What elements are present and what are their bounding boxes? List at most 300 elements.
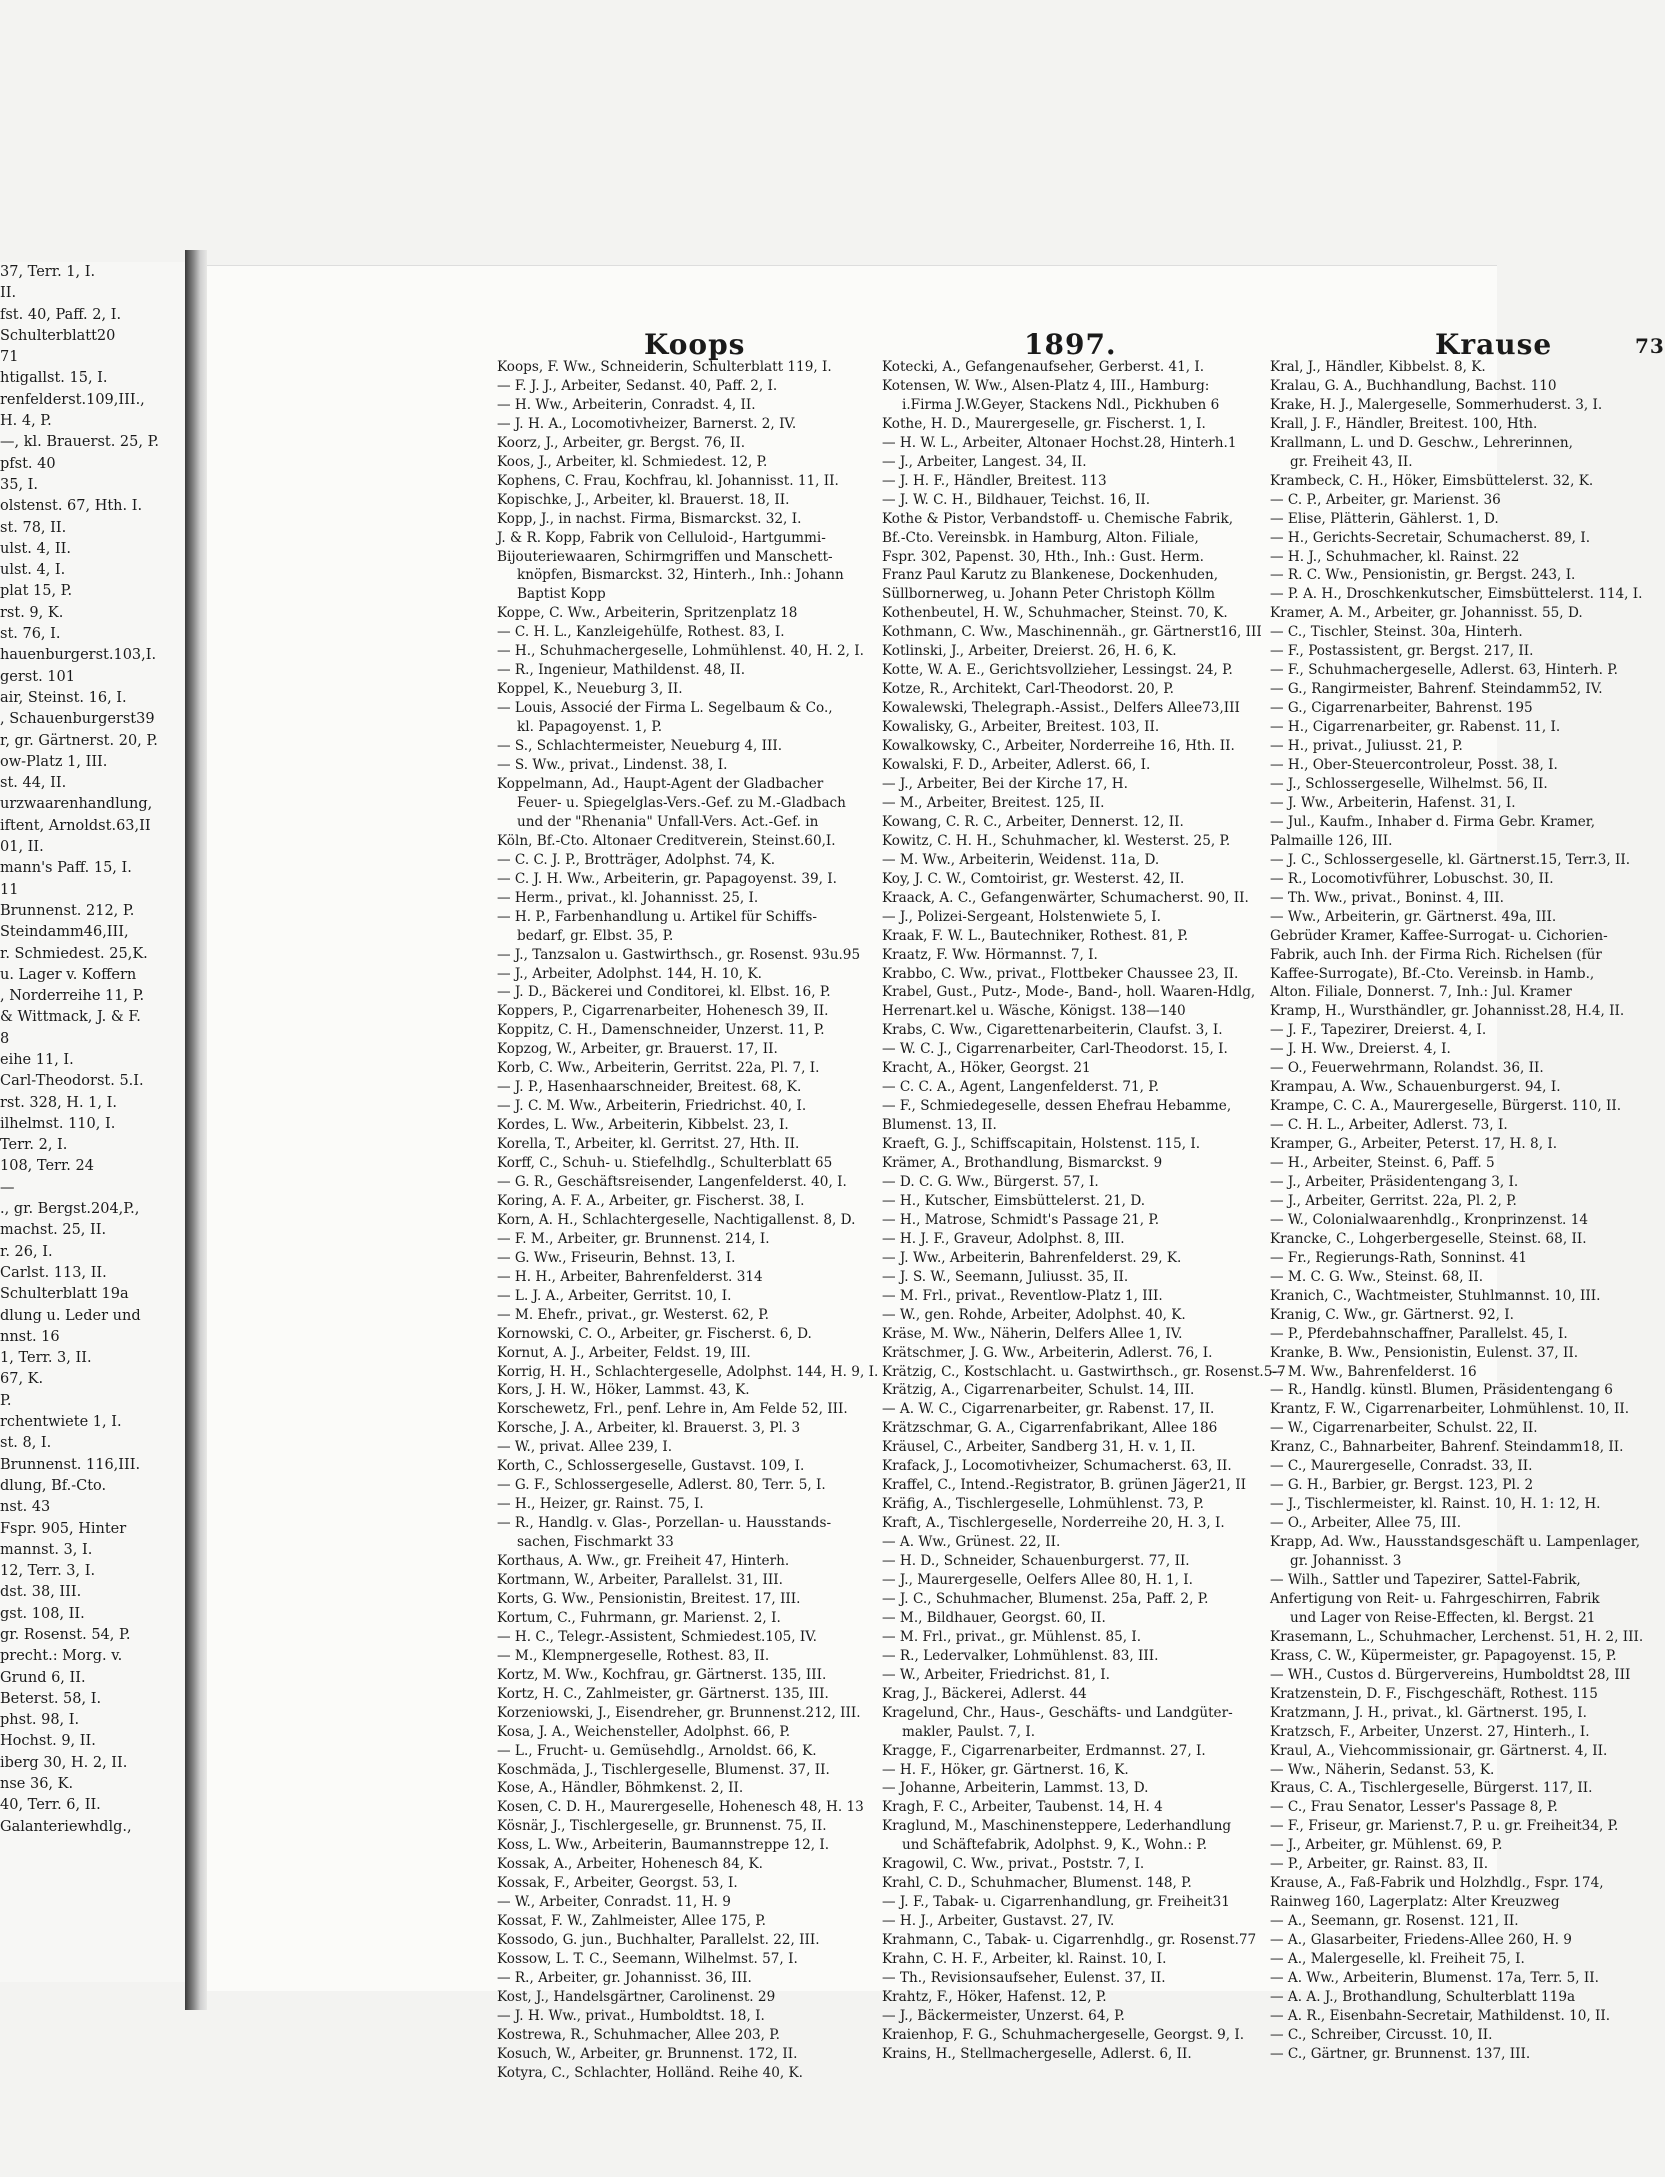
left-page-line: pfst. 40	[0, 455, 56, 472]
directory-entry-line: — M. Frl., privat., Reventlow-Platz 1, III.	[882, 1287, 1163, 1304]
directory-entry-line: Kossow, L. T. C., Seemann, Wilhelmst. 57, I.	[497, 1951, 798, 1968]
left-page-line: Terr. 2, I.	[0, 1137, 68, 1154]
directory-entry-line: — H., Heizer, gr. Rainst. 75, I.	[497, 1496, 704, 1513]
directory-entry-line: Korrig, H. H., Schlachtergeselle, Adolphst. 144, H. 9, I.	[497, 1363, 879, 1380]
directory-entry-line: — J. F., Tabak- u. Cigarrenhandlung, gr. Freiheit31	[882, 1894, 1230, 1911]
left-page-line: Steindamm46,III,	[0, 924, 129, 941]
left-page-line: r. 26, I.	[0, 1243, 53, 1260]
left-page-line: ulst. 4, II.	[0, 540, 71, 557]
directory-entry-line: Krall, J. F., Händler, Breitest. 100, Hth.	[1270, 415, 1538, 432]
directory-entry-line: Kragelund, Chr., Haus-, Geschäfts- und Landgüter-	[882, 1704, 1233, 1721]
left-page-line: renfelderst.109,III.,	[0, 391, 145, 408]
directory-entry-line: Kothmann, C. Ww., Maschinennäh., gr. Gärtnerst16, III	[882, 624, 1262, 641]
directory-entry-line: — H., Gerichts-Secretair, Schumacherst. 89, I.	[1270, 529, 1591, 546]
left-page-line: dst. 38, III.	[0, 1584, 82, 1601]
directory-entry-line: Kosen, C. D. H., Maurergeselle, Hohenesch 48, H. 13	[497, 1799, 864, 1816]
directory-entry-line: Kramer, A. M., Arbeiter, gr. Johannisst. 55, D.	[1270, 605, 1583, 622]
column-2	[882, 358, 1286, 2064]
directory-entry-line: — Ww., Arbeiterin, gr. Gärtnerst. 49a, III.	[1270, 908, 1557, 925]
directory-entry-line: — H., Cigarrenarbeiter, gr. Rabenst. 11, I.	[1270, 719, 1561, 736]
directory-entry-line: Kowang, C. R. C., Arbeiter, Dennerst. 12, II.	[882, 813, 1184, 830]
directory-entry-line: — H. J., Schuhmacher, kl. Rainst. 22	[1270, 548, 1520, 565]
directory-entry-line: Kralau, G. A., Buchhandlung, Bachst. 110	[1270, 377, 1557, 394]
directory-entry-line: Fabrik, auch Inh. der Firma Rich. Richelsen (für	[1270, 946, 1602, 963]
directory-entry-line: kl. Papagoyenst. 1, P.	[517, 719, 663, 736]
left-page-line: 67, K.	[0, 1371, 44, 1388]
directory-entry-line: Kophens, C. Frau, Kochfrau, kl. Johannisst. 11, II.	[497, 472, 839, 489]
directory-entry-line: Alton. Filiale, Donnerst. 7, Inh.: Jul. Kramer	[1270, 984, 1572, 1001]
left-page-line: u. Lager v. Koffern	[0, 966, 137, 983]
directory-entry-line: bedarf, gr. Elbst. 35, P.	[517, 927, 674, 944]
directory-entry-line: — C. P., Arbeiter, gr. Marienst. 36	[1270, 491, 1501, 508]
running-head-last-entry: Krause	[1435, 328, 1553, 361]
directory-entry-line: Kors, J. H. W., Höker, Lammst. 43, K.	[497, 1382, 750, 1399]
directory-entry-line: Kotze, R., Architekt, Carl-Theodorst. 20, P.	[882, 681, 1174, 698]
directory-entry-line: Kraack, A. C., Gefangenwärter, Schumacherst. 90, II.	[882, 889, 1249, 906]
directory-entry-line: Fspr. 302, Papenst. 30, Hth., Inh.: Gust. Herm.	[882, 548, 1204, 565]
directory-entry-line: — J. S. W., Seemann, Juliusst. 35, II.	[882, 1268, 1129, 1285]
left-page-line: 35, I.	[0, 476, 39, 493]
directory-entry-line: Krätzig, A., Cigarrenarbeiter, Schulst. 14, III.	[882, 1382, 1195, 1399]
directory-entry-line: — J. H. A., Locomotivheizer, Barnerst. 2, IV.	[497, 415, 797, 432]
directory-entry-line: — G. Ww., Friseurin, Behnst. 13, I.	[497, 1249, 736, 1266]
book-gutter	[185, 250, 207, 2010]
directory-entry-line: — H. D., Schneider, Schauenburgerst. 77, II.	[882, 1553, 1190, 1570]
directory-entry-line: Krätzschmar, G. A., Cigarrenfabrikant, Allee 186	[882, 1420, 1218, 1437]
directory-entry-line: Koschmäda, J., Tischlergeselle, Blumenst. 37, II.	[497, 1761, 830, 1778]
directory-entry-line: — W., privat. Allee 239, I.	[497, 1439, 673, 1456]
directory-entry-line: Krabel, Gust., Putz-, Mode-, Band-, holl. Waaren-Hdlg,	[882, 984, 1256, 1001]
left-page-line: gerst. 101	[0, 668, 75, 685]
directory-entry-line: — J., Bäckermeister, Unzerst. 64, P.	[882, 2007, 1125, 2024]
directory-entry-line: Kossak, A., Arbeiter, Hohenesch 84, K.	[497, 1856, 763, 1873]
directory-entry-line: — C. C. A., Agent, Langenfelderst. 71, P.	[882, 1079, 1160, 1096]
left-page-line: iftent, Arnoldst.63,II	[0, 817, 151, 834]
directory-entry-line: Krause, A., Faß-Fabrik und Holzhdlg., Fspr. 174,	[1270, 1875, 1604, 1892]
left-page-line: gst. 108, II.	[0, 1605, 85, 1622]
directory-entry-line: Kowitz, C. H. H., Schuhmacher, kl. Westerst. 25, P.	[882, 832, 1231, 849]
directory-entry-line: knöpfen, Bismarckst. 32, Hinterh., Inh.: Johann	[517, 567, 844, 584]
directory-entry-line: — H., Arbeiter, Steinst. 6, Paff. 5	[1270, 1155, 1495, 1172]
directory-entry-line: Kothe & Pistor, Verbandstoff- u. Chemische Fabrik,	[882, 510, 1234, 527]
directory-entry-line: — Wilh., Sattler und Tapezirer, Sattel-Fabrik,	[1270, 1572, 1581, 1588]
directory-entry-line: — F. M., Arbeiter, gr. Brunnenst. 214, I.	[497, 1230, 770, 1247]
directory-entry-line: Kratzenstein, D. F., Fischgeschäft, Rothest. 115	[1270, 1685, 1598, 1702]
directory-entry-line: — C. C. J. P., Brotträger, Adolphst. 74, K.	[497, 851, 776, 868]
left-page-line: 1, Terr. 3, II.	[0, 1350, 92, 1367]
directory-entry-line: — W. C. J., Cigarrenarbeiter, Carl-Theodorst. 15, I.	[882, 1041, 1228, 1058]
directory-entry-line: Krallmann, L. und D. Geschw., Lehrerinnen,	[1270, 434, 1573, 451]
directory-entry-line: Kracht, A., Höker, Georgst. 21	[882, 1060, 1091, 1077]
directory-entry-line: — C., Tischler, Steinst. 30a, Hinterh.	[1270, 624, 1523, 641]
directory-entry-line: Krahn, C. H. F., Arbeiter, kl. Rainst. 10, I.	[882, 1951, 1167, 1968]
left-page-line: dlung, Bf.-Cto.	[0, 1477, 107, 1494]
directory-entry-line: — C., Frau Senator, Lesser's Passage 8, P.	[1270, 1799, 1558, 1816]
left-page-line: Carlst. 113, II.	[0, 1264, 107, 1281]
column-3	[1270, 358, 1655, 2064]
directory-entry-line: Kotte, W. A. E., Gerichtsvollzieher, Lessingst. 24, P.	[882, 662, 1233, 679]
left-page-line: , Norderreihe 11, P.	[0, 988, 145, 1005]
directory-entry-line: — G., Rangirmeister, Bahrenf. Steindamm52, IV.	[1270, 681, 1603, 698]
directory-entry-line: — J. H. Ww., privat., Humboldtst. 18, I.	[497, 2007, 765, 2024]
directory-entry-line: — R., Ingenieur, Mathildenst. 48, II.	[497, 662, 746, 679]
left-page-line: Beterst. 58, I.	[0, 1690, 102, 1707]
left-page-line: ow-Platz 1, III.	[0, 753, 108, 770]
directory-entry-line: — C. H. L., Kanzleigehülfe, Rothest. 83, I.	[497, 624, 785, 641]
directory-entry-line: Kraus, C. A., Tischlergeselle, Bürgerst. 117, II.	[1270, 1780, 1593, 1797]
directory-entry-line: Koops, F. Ww., Schneiderin, Schulterblatt 119, I.	[497, 359, 832, 375]
left-page-line: dlung u. Leder und	[0, 1307, 141, 1324]
directory-entry-line: Krampe, C. C. A., Maurergeselle, Bürgerst. 110, II.	[1270, 1098, 1622, 1115]
directory-entry-line: Kowalewski, Thelegraph.-Assist., Delfers Allee73,III	[882, 700, 1240, 717]
directory-entry-line: — H. H., Arbeiter, Bahrenfelderst. 314	[497, 1268, 763, 1285]
left-page-line: olstenst. 67, Hth. I.	[0, 498, 143, 515]
directory-entry-line: sachen, Fischmarkt 33	[517, 1534, 674, 1551]
directory-entry-line: Kranke, B. Ww., Pensionistin, Eulenst. 37, II.	[1270, 1344, 1579, 1361]
left-page-line: plat 15, P.	[0, 583, 73, 600]
directory-entry-line: Kossodo, G. jun., Buchhalter, Parallelst. 22, III.	[497, 1932, 820, 1949]
directory-entry-line: Kräusel, C., Arbeiter, Sandberg 31, H. v. 1, II.	[882, 1439, 1196, 1456]
left-page-line: Brunnenst. 116,III.	[0, 1456, 141, 1473]
directory-entry-line: — W., Arbeiter, Conradst. 11, H. 9	[497, 1894, 731, 1911]
directory-entry-line: und Lager von Reise-Effecten, kl. Bergst. 21	[1290, 1609, 1596, 1626]
directory-entry-line: Korff, C., Schuh- u. Stiefelhdlg., Schulterblatt 65	[497, 1155, 833, 1172]
left-page-line: Galanteriewhdlg.,	[0, 1818, 132, 1835]
directory-entry-line: Krätschmer, J. G. Ww., Arbeiterin, Adlerst. 76, I.	[882, 1344, 1213, 1361]
directory-entry-line: — Elise, Plätterin, Gählerst. 1, D.	[1270, 510, 1499, 527]
directory-entry-line: — Fr., Regierungs-Rath, Sonninst. 41	[1270, 1249, 1527, 1266]
directory-entry-line: Franz Paul Karutz zu Blankenese, Dockenhuden,	[882, 567, 1219, 584]
directory-entry-line: Kräse, M. Ww., Näherin, Delfers Allee 1, IV.	[882, 1325, 1183, 1342]
directory-entry-line: — W., Colonialwaarenhdlg., Kronprinzenst. 14	[1270, 1211, 1588, 1228]
directory-entry-line: — Johanne, Arbeiterin, Lammst. 13, D.	[882, 1780, 1149, 1797]
directory-entry-line: J. & R. Kopp, Fabrik von Celluloid-, Hartgummi-	[497, 529, 826, 546]
directory-entry-line: Kräfig, A., Tischlergeselle, Lohmühlenst. 73, P.	[882, 1496, 1204, 1513]
directory-entry-line: Krancke, C., Lohgerbergeselle, Steinst. 68, II.	[1270, 1230, 1587, 1247]
directory-entry-line: — M., Bildhauer, Georgst. 60, II.	[882, 1609, 1106, 1626]
directory-entry-line: — S., Schlachtermeister, Neueburg 4, III.	[497, 738, 783, 755]
left-page-line: 37, Terr. 1, I.	[0, 264, 96, 280]
directory-entry-line: und der "Rhenania" Unfall-Vers. Act.-Gef. in	[517, 813, 819, 830]
directory-entry-line: Kotlinski, J., Arbeiter, Dreierst. 26, H. 6, K.	[882, 643, 1177, 660]
directory-entry-line: Kortz, H. C., Zahlmeister, gr. Gärtnerst. 135, III.	[497, 1685, 829, 1702]
directory-entry-line: Kowalisky, G., Arbeiter, Breitest. 103, II.	[882, 719, 1160, 736]
directory-entry-line: — H. F., Höker, gr. Gärtnerst. 16, K.	[882, 1761, 1129, 1778]
directory-entry-line: Kraffel, C., Intend.-Registrator, B. grünen Jäger21, II	[882, 1477, 1246, 1494]
directory-entry-line: Korella, T., Arbeiter, kl. Gerritst. 27, Hth. II.	[497, 1136, 800, 1153]
directory-entry-line: Kosuch, W., Arbeiter, gr. Brunnenst. 172, II.	[497, 2045, 798, 2062]
directory-entry-line: Kotecki, A., Gefangenaufseher, Gerberst. 41, I.	[882, 359, 1205, 375]
directory-entry-line: Kordes, L. Ww., Arbeiterin, Kibbelst. 23, I.	[497, 1117, 789, 1134]
directory-entry-line: Kornowski, C. O., Arbeiter, gr. Fischerst. 6, D.	[497, 1325, 812, 1342]
directory-entry-line: i.Firma J.W.Geyer, Stackens Ndl., Pickhuben 6	[902, 396, 1220, 413]
directory-entry-line: — M. Ww., Bahrenfelderst. 16	[1270, 1363, 1477, 1380]
left-page-line: H. 4, P.	[0, 413, 52, 430]
left-page-line: ulst. 4, I.	[0, 562, 66, 579]
left-page-line: hauenburgerst.103,I.	[0, 647, 157, 664]
left-page-line: —	[0, 1179, 15, 1196]
directory-entry-line: — Ww., Näherin, Sedanst. 53, K.	[1270, 1761, 1495, 1778]
running-head-year: 1897.	[1024, 328, 1117, 361]
directory-entry-line: Kostrewa, R., Schuhmacher, Allee 203, P.	[497, 2026, 781, 2043]
directory-entry-line: — J. H. F., Händler, Breitest. 113	[882, 472, 1107, 489]
directory-entry-line: — R. C. Ww., Pensionistin, gr. Bergst. 243, I.	[1270, 567, 1576, 584]
directory-entry-line: Kothe, H. D., Maurergeselle, gr. Fischerst. 1, I.	[882, 415, 1206, 432]
directory-entry-line: — C. J. H. Ww., Arbeiterin, gr. Papagoyenst. 39, I.	[497, 870, 837, 887]
directory-entry-line: — A., Malergeselle, kl. Freiheit 75, I.	[1270, 1951, 1525, 1968]
directory-entry-line: Kossak, F., Arbeiter, Georgst. 53, I.	[497, 1875, 738, 1892]
directory-entry-line: Kornut, A. J., Arbeiter, Feldst. 19, III.	[497, 1344, 751, 1361]
directory-entry-line: gr. Freiheit 43, II.	[1290, 453, 1413, 470]
directory-entry-line: Koring, A. F. A., Arbeiter, gr. Fischerst. 38, I.	[497, 1192, 805, 1209]
directory-entry-line: — A. Ww., Arbeiterin, Blumenst. 17a, Terr. 5, II.	[1270, 1970, 1599, 1987]
directory-entry-line: — J., Maurergeselle, Oelfers Allee 80, H. 1, I.	[882, 1572, 1193, 1588]
left-page-line: Fspr. 905, Hinter	[0, 1520, 127, 1537]
directory-entry-line: Süllbornerweg, u. Johann Peter Christoph Köllm	[882, 586, 1216, 603]
directory-entry-line: — W., Cigarrenarbeiter, Schulst. 22, II.	[1270, 1420, 1538, 1437]
directory-entry-line: Anfertigung von Reit- u. Fahrgeschirren, Fabrik	[1270, 1590, 1600, 1607]
directory-entry-line: — G. F., Schlossergeselle, Adlerst. 80, Terr. 5, I.	[497, 1477, 826, 1494]
left-page-line: urzwaarenhandlung,	[0, 796, 153, 813]
directory-entry-line: Blumenst. 13, II.	[882, 1117, 997, 1134]
directory-entry-line: — J. Ww., Arbeiterin, Bahrenfelderst. 29, K.	[882, 1249, 1182, 1266]
directory-entry-line: Korth, C., Schlossergeselle, Gustavst. 109, I.	[497, 1458, 805, 1475]
directory-entry-line: — J., Arbeiter, Präsidentengang 3, I.	[1270, 1173, 1519, 1190]
left-page-fragment	[0, 262, 185, 1982]
directory-entry-line: Kost, J., Handelsgärtner, Carolinenst. 29	[497, 1988, 776, 2005]
directory-entry-line: Krabs, C. Ww., Cigarettenarbeiterin, Claufst. 3, I.	[882, 1022, 1223, 1039]
directory-entry-line: — H., Ober-Steuercontroleur, Posst. 38, I.	[1270, 757, 1558, 774]
running-head-first-entry: Koops	[644, 328, 746, 361]
directory-entry-line: — J., Arbeiter, Bei der Kirche 17, H.	[882, 775, 1128, 792]
left-page-line: Brunnenst. 212, P.	[0, 902, 135, 919]
directory-entry-line: Krämer, A., Brothandlung, Bismarckst. 9	[882, 1155, 1163, 1172]
directory-entry-line: Krapp, Ad. Ww., Hausstandsgeschäft u. Lampenlager,	[1270, 1534, 1641, 1551]
directory-entry-line: — A. A. J., Brothandlung, Schulterblatt 119a	[1270, 1988, 1576, 2005]
left-page-line: nst. 43	[0, 1499, 51, 1516]
directory-entry-line: Kranig, C. Ww., gr. Gärtnerst. 92, I.	[1270, 1306, 1515, 1323]
directory-entry-line: — W., Arbeiter, Friedrichst. 81, I.	[882, 1666, 1110, 1683]
directory-entry-line: — F., Friseur, gr. Marienst.7, P. u. gr. Freiheit34, P.	[1270, 1818, 1619, 1835]
left-page-line: eihe 11, I.	[0, 1051, 74, 1068]
directory-entry-line: Kowalski, F. D., Arbeiter, Adlerst. 66, I.	[882, 757, 1151, 774]
directory-entry-line: — R., Handlg. v. Glas-, Porzellan- u. Hausstands-	[497, 1515, 832, 1532]
directory-entry-line: — M. C. G. Ww., Steinst. 68, II.	[1270, 1268, 1484, 1285]
directory-entry-line: Kragowil, C. Ww., privat., Poststr. 7, I.	[882, 1856, 1145, 1873]
directory-entry-line: — WH., Custos d. Bürgervereins, Humboldtst 28, III	[1270, 1666, 1631, 1683]
left-page-line: 71	[0, 349, 19, 366]
directory-entry-line: Kösnär, J., Tischlergeselle, gr. Brunnenst. 75, II.	[497, 1818, 827, 1835]
directory-entry-line: Gebrüder Kramer, Kaffee-Surrogat- u. Cichorien-	[1270, 927, 1608, 944]
directory-entry-line: — H., Kutscher, Eimsbüttelerst. 21, D.	[882, 1192, 1146, 1209]
directory-entry-line: — C., Maurergeselle, Conradst. 33, II.	[1270, 1458, 1533, 1475]
directory-entry-line: — J. C., Schuhmacher, Blumenst. 25a, Paff. 2, P.	[882, 1590, 1209, 1607]
left-page-line: ilhelmst. 110, I.	[0, 1115, 116, 1132]
left-page-line: Carl-Theodorst. 5.I.	[0, 1073, 144, 1090]
directory-entry-line: Koppers, P., Cigarrenarbeiter, Hohenesch 39, II.	[497, 1003, 829, 1020]
left-page-line: 11	[0, 881, 19, 898]
directory-entry-line: — A. Ww., Grünest. 22, II.	[882, 1534, 1061, 1551]
left-page-line: rst. 328, H. 1, I.	[0, 1094, 117, 1111]
directory-entry-line: — C., Gärtner, gr. Brunnenst. 137, III.	[1270, 2045, 1531, 2062]
directory-entry-line: Kraglund, M., Maschinensteppere, Lederhandlung	[882, 1818, 1232, 1835]
directory-entry-line: Kopzog, W., Arbeiter, gr. Brauerst. 17, II.	[497, 1041, 778, 1058]
directory-entry-line: — R., Ledervalker, Lohmühlenst. 83, III.	[882, 1647, 1159, 1664]
left-page-line: st. 78, II.	[0, 519, 67, 536]
directory-entry-line: Krahtz, F., Höker, Hafenst. 12, P.	[882, 1988, 1107, 2005]
directory-entry-line: Kraienhop, F. G., Schuhmachergeselle, Georgst. 9, I.	[882, 2026, 1245, 2043]
directory-entry-line: Kramp, H., Wursthändler, gr. Johannisst.28, H.4, II.	[1270, 1003, 1625, 1020]
directory-entry-line: Krasemann, L., Schuhmacher, Lerchenst. 51, H. 2, III.	[1270, 1628, 1644, 1645]
left-page-line: machst. 25, II.	[0, 1222, 107, 1239]
directory-entry-line: — J., Tischlermeister, kl. Rainst. 10, H. 1: 12, H.	[1270, 1496, 1601, 1513]
left-page-line: , Schauenburgerst39	[0, 711, 155, 728]
directory-entry-line: Kranz, C., Bahnarbeiter, Bahrenf. Steindamm18, II.	[1270, 1439, 1624, 1456]
left-page-line: htigallst. 15, I.	[0, 370, 108, 387]
directory-entry-line: Kraeft, G. J., Schiffscapitain, Holstenst. 115, I.	[882, 1136, 1201, 1153]
directory-entry-line: — P. A. H., Droschkenkutscher, Eimsbüttelerst. 114, I.	[1270, 586, 1643, 603]
directory-entry-line: Kotyra, C., Schlachter, Holländ. Reihe 40, K.	[497, 2064, 803, 2081]
left-page-line: 12, Terr. 3, I.	[0, 1563, 96, 1580]
directory-entry-line: — G. R., Geschäftsreisender, Langenfelderst. 40, I.	[497, 1173, 847, 1190]
left-page-line: fst. 40, Paff. 2, I.	[0, 306, 122, 323]
directory-entry-line: Bijouteriewaaren, Schirmgriffen und Manschett-	[497, 548, 833, 565]
directory-entry-line: — A., Glasarbeiter, Friedens-Allee 260, H. 9	[1270, 1932, 1572, 1949]
directory-entry-line: — Th. Ww., privat., Boninst. 4, III.	[1270, 889, 1504, 906]
directory-entry-line: — L., Frucht- u. Gemüsehdlg., Arnoldst. 66, K.	[497, 1742, 817, 1759]
directory-entry-line: Korb, C. Ww., Arbeiterin, Gerritst. 22a, Pl. 7, I.	[497, 1060, 820, 1077]
directory-entry-line: Krabbo, C. Ww., privat., Flottbeker Chaussee 23, II.	[882, 965, 1239, 982]
directory-entry-line: Krahmann, C., Tabak- u. Cigarrenhdlg., gr. Rosenst.77	[882, 1932, 1257, 1949]
left-page-line: mannst. 3, I.	[0, 1541, 93, 1558]
directory-entry-line: Kragh, F. C., Arbeiter, Taubenst. 14, H. 4	[882, 1799, 1163, 1816]
directory-entry-line: — O., Arbeiter, Allee 75, III.	[1270, 1515, 1462, 1532]
directory-entry-line: makler, Paulst. 7, I.	[902, 1723, 1036, 1740]
directory-entry-line: Korsche, J. A., Arbeiter, kl. Brauerst. 3, Pl. 3	[497, 1420, 801, 1437]
directory-entry-line: Kraft, A., Tischlergeselle, Norderreihe 20, H. 3, I.	[882, 1515, 1225, 1532]
left-page-line: 01, II.	[0, 839, 44, 856]
directory-entry-line: — O., Feuerwehrmann, Rolandst. 36, II.	[1270, 1060, 1544, 1077]
directory-entry-line: — H. P., Farbenhandlung u. Artikel für Schiffs-	[497, 908, 817, 925]
directory-entry-line: Kose, A., Händler, Böhmkenst. 2, II.	[497, 1780, 744, 1797]
directory-entry-line: Korts, G. Ww., Pensionistin, Breitest. 17, III.	[497, 1590, 801, 1607]
directory-entry-line: Kopp, J., in nachst. Firma, Bismarckst. 32, I.	[497, 510, 802, 527]
directory-entry-line: — J. P., Hasenhaarschneider, Breitest. 68, K.	[497, 1079, 802, 1096]
directory-entry-line: Krass, C. W., Küpermeister, gr. Papagoyenst. 15, P.	[1270, 1647, 1617, 1664]
directory-entry-line: Krampau, A. Ww., Schauenburgerst. 94, I.	[1270, 1079, 1561, 1096]
directory-entry-line: — G., Cigarrenarbeiter, Bahrenst. 195	[1270, 700, 1533, 717]
directory-entry-line: — J., Arbeiter, Gerritst. 22a, Pl. 2, P.	[1270, 1192, 1517, 1209]
directory-entry-line: — F. J. J., Arbeiter, Sedanst. 40, Paff. 2, I.	[497, 377, 778, 394]
directory-entry-line: — R., Arbeiter, gr. Johannisst. 36, III.	[497, 1970, 752, 1987]
directory-entry-line: Koos, J., Arbeiter, kl. Schmiedest. 12, P.	[497, 453, 768, 470]
directory-entry-line: Herrenart.kel u. Wäsche, Königst. 138—140	[882, 1003, 1186, 1020]
directory-entry-line: Kraak, F. W. L., Bautechniker, Rothest. 81, P.	[882, 927, 1189, 944]
directory-entry-line: — H. J. F., Graveur, Adolphst. 8, III.	[882, 1230, 1125, 1247]
directory-entry-line: — M. Ww., Arbeiterin, Weidenst. 11a, D.	[882, 851, 1160, 868]
directory-entry-line: Kothenbeutel, H. W., Schuhmacher, Steinst. 70, K.	[882, 605, 1228, 622]
left-page-line: iberg 30, H. 2, II.	[0, 1754, 128, 1771]
directory-entry-line: — R., Locomotivführer, Lobuschst. 30, II.	[1270, 870, 1554, 887]
directory-entry-line: Rainweg 160, Lagerplatz: Alter Kreuzweg	[1270, 1894, 1560, 1911]
directory-entry-line: Kaffee-Surrogate), Bf.-Cto. Vereinsb. in Hamb.,	[1270, 965, 1595, 982]
directory-entry-line: Kortmann, W., Arbeiter, Parallelst. 31, III.	[497, 1572, 783, 1588]
directory-entry-line: — Jul., Kaufm., Inhaber d. Firma Gebr. Kramer,	[1270, 813, 1596, 830]
directory-entry-line: — D. C. G. Ww., Bürgerst. 57, I.	[882, 1173, 1099, 1190]
directory-entry-line: Kowalkowsky, C., Arbeiter, Norderreihe 16, Hth. II.	[882, 738, 1235, 755]
directory-entry-line: — A., Seemann, gr. Rosenst. 121, II.	[1270, 1913, 1519, 1930]
directory-entry-line: Krains, H., Stellmachergeselle, Adlerst. 6, II.	[882, 2045, 1192, 2062]
directory-entry-line: und Schäftefabrik, Adolphst. 9, K., Wohn.: P.	[902, 1837, 1208, 1854]
left-page-line: st. 44, II.	[0, 775, 67, 792]
directory-entry-line: Kratzmann, J. H., privat., kl. Gärtnerst. 195, I.	[1270, 1704, 1587, 1721]
directory-entry-line: Korthaus, A. Ww., gr. Freiheit 47, Hinterh.	[497, 1553, 790, 1570]
directory-entry-line: — H., Schuhmachergeselle, Lohmühlenst. 40, H. 2, I.	[497, 643, 864, 660]
directory-entry-line: — J., Tanzsalon u. Gastwirthsch., gr. Rosenst. 93u.95	[497, 946, 861, 963]
directory-entry-line: — J., Polizei-Sergeant, Holstenwiete 5, I.	[882, 908, 1161, 925]
directory-entry-line: Kratzsch, F., Arbeiter, Unzerst. 27, Hinterh., I.	[1270, 1723, 1590, 1740]
left-page-line: 40, Terr. 6, II.	[0, 1797, 101, 1814]
directory-entry-line: Krafack, J., Locomotivheizer, Schumacherst. 63, II.	[882, 1458, 1232, 1475]
directory-entry-line: — H. Ww., Arbeiterin, Conradst. 4, II.	[497, 396, 756, 413]
directory-entry-line: — C. H. L., Arbeiter, Adlerst. 73, I.	[1270, 1117, 1508, 1134]
directory-entry-line: Koppe, C. Ww., Arbeiterin, Spritzenplatz 18	[497, 605, 798, 622]
left-page-line: rst. 9, K.	[0, 604, 64, 621]
directory-entry-line: Koorz, J., Arbeiter, gr. Bergst. 76, II.	[497, 434, 746, 451]
directory-entry-line: — H. W. L., Arbeiter, Altonaer Hochst.28, Hinterh.1	[882, 434, 1237, 451]
left-page-line: st. 8, I.	[0, 1435, 52, 1452]
left-page-line: Schulterblatt 19a	[0, 1286, 129, 1303]
left-page-line: ., gr. Bergst.204,P.,	[0, 1201, 140, 1218]
directory-entry-line: Krätzig, C., Kostschlacht. u. Gastwirthsch., gr. Rosenst.5-7	[882, 1363, 1286, 1380]
directory-entry-line: — P., Pferdebahnschaffner, Parallelst. 45, I.	[1270, 1325, 1568, 1342]
directory-entry-line: — J., Arbeiter, Langest. 34, II.	[882, 453, 1087, 470]
directory-entry-line: Korschewetz, Frl., penf. Lehre in, Am Felde 52, III.	[497, 1401, 848, 1418]
left-page-line: P.	[0, 1392, 12, 1409]
directory-entry-line: — F., Schmiedegeselle, dessen Ehefrau Hebamme,	[882, 1098, 1232, 1115]
directory-entry-line: — J. W. C. H., Bildhauer, Teichst. 16, II.	[882, 491, 1151, 508]
left-page-line: —, kl. Brauerst. 25, P.	[0, 434, 160, 451]
left-page-line: nnst. 16	[0, 1328, 60, 1345]
directory-entry-line: Baptist Kopp	[517, 586, 606, 603]
left-page-line: II.	[0, 285, 17, 302]
directory-entry-line: gr. Johannisst. 3	[1290, 1553, 1402, 1570]
directory-entry-line: — J., Arbeiter, Adolphst. 144, H. 10, K.	[497, 965, 762, 982]
left-page-line: 108, Terr. 24	[0, 1158, 94, 1175]
directory-entry-line: Koss, L. Ww., Arbeiterin, Baumannstreppe 12, I.	[497, 1837, 830, 1854]
directory-entry-line: — J. D., Bäckerei und Conditorei, kl. Elbst. 16, P.	[497, 984, 831, 1001]
directory-entry-line: Krantz, F. W., Cigarrenarbeiter, Lohmühlenst. 10, II.	[1270, 1401, 1630, 1418]
directory-entry-line: — P., Arbeiter, gr. Rainst. 83, II.	[1270, 1856, 1489, 1873]
directory-entry-line: — S. Ww., privat., Lindenst. 38, I.	[497, 757, 728, 774]
directory-entry-line: Krake, H. J., Malergeselle, Sommerhuderst. 3, I.	[1270, 396, 1603, 413]
directory-entry-line: Kral, J., Händler, Kibbelst. 8, K.	[1270, 359, 1486, 375]
directory-entry-line: — J., Arbeiter, gr. Mühlenst. 69, P.	[1270, 1837, 1503, 1854]
directory-entry-line: — J. Ww., Arbeiterin, Hafenst. 31, I.	[1270, 794, 1516, 811]
directory-entry-line: Krag, J., Bäckerei, Adlerst. 44	[882, 1685, 1087, 1702]
directory-entry-line: — H. J., Arbeiter, Gustavst. 27, IV.	[882, 1913, 1115, 1930]
directory-entry-line: — Herm., privat., kl. Johannisst. 25, I.	[497, 889, 759, 906]
directory-entry-line: Krahl, C. D., Schuhmacher, Blumenst. 148, P.	[882, 1875, 1192, 1892]
directory-entry-line: — F., Schuhmachergeselle, Adlerst. 63, Hinterh. P.	[1270, 662, 1618, 679]
directory-entry-line: Koppelmann, Ad., Haupt-Agent der Gladbacher	[497, 775, 824, 792]
directory-entry-line: Kraatz, F. Ww. Hörmannst. 7, I.	[882, 946, 1098, 963]
directory-entry-line: — J., Schlossergeselle, Wilhelmst. 56, II.	[1270, 775, 1548, 792]
left-page-line: mann's Paff. 15, I.	[0, 860, 132, 877]
left-page-line: 8	[0, 1030, 10, 1047]
directory-entry-line: Kosa, J. A., Weichensteller, Adolphst. 66, P.	[497, 1723, 791, 1740]
directory-entry-line: — J. C. M. Ww., Arbeiterin, Friedrichst. 40, I.	[497, 1098, 807, 1115]
